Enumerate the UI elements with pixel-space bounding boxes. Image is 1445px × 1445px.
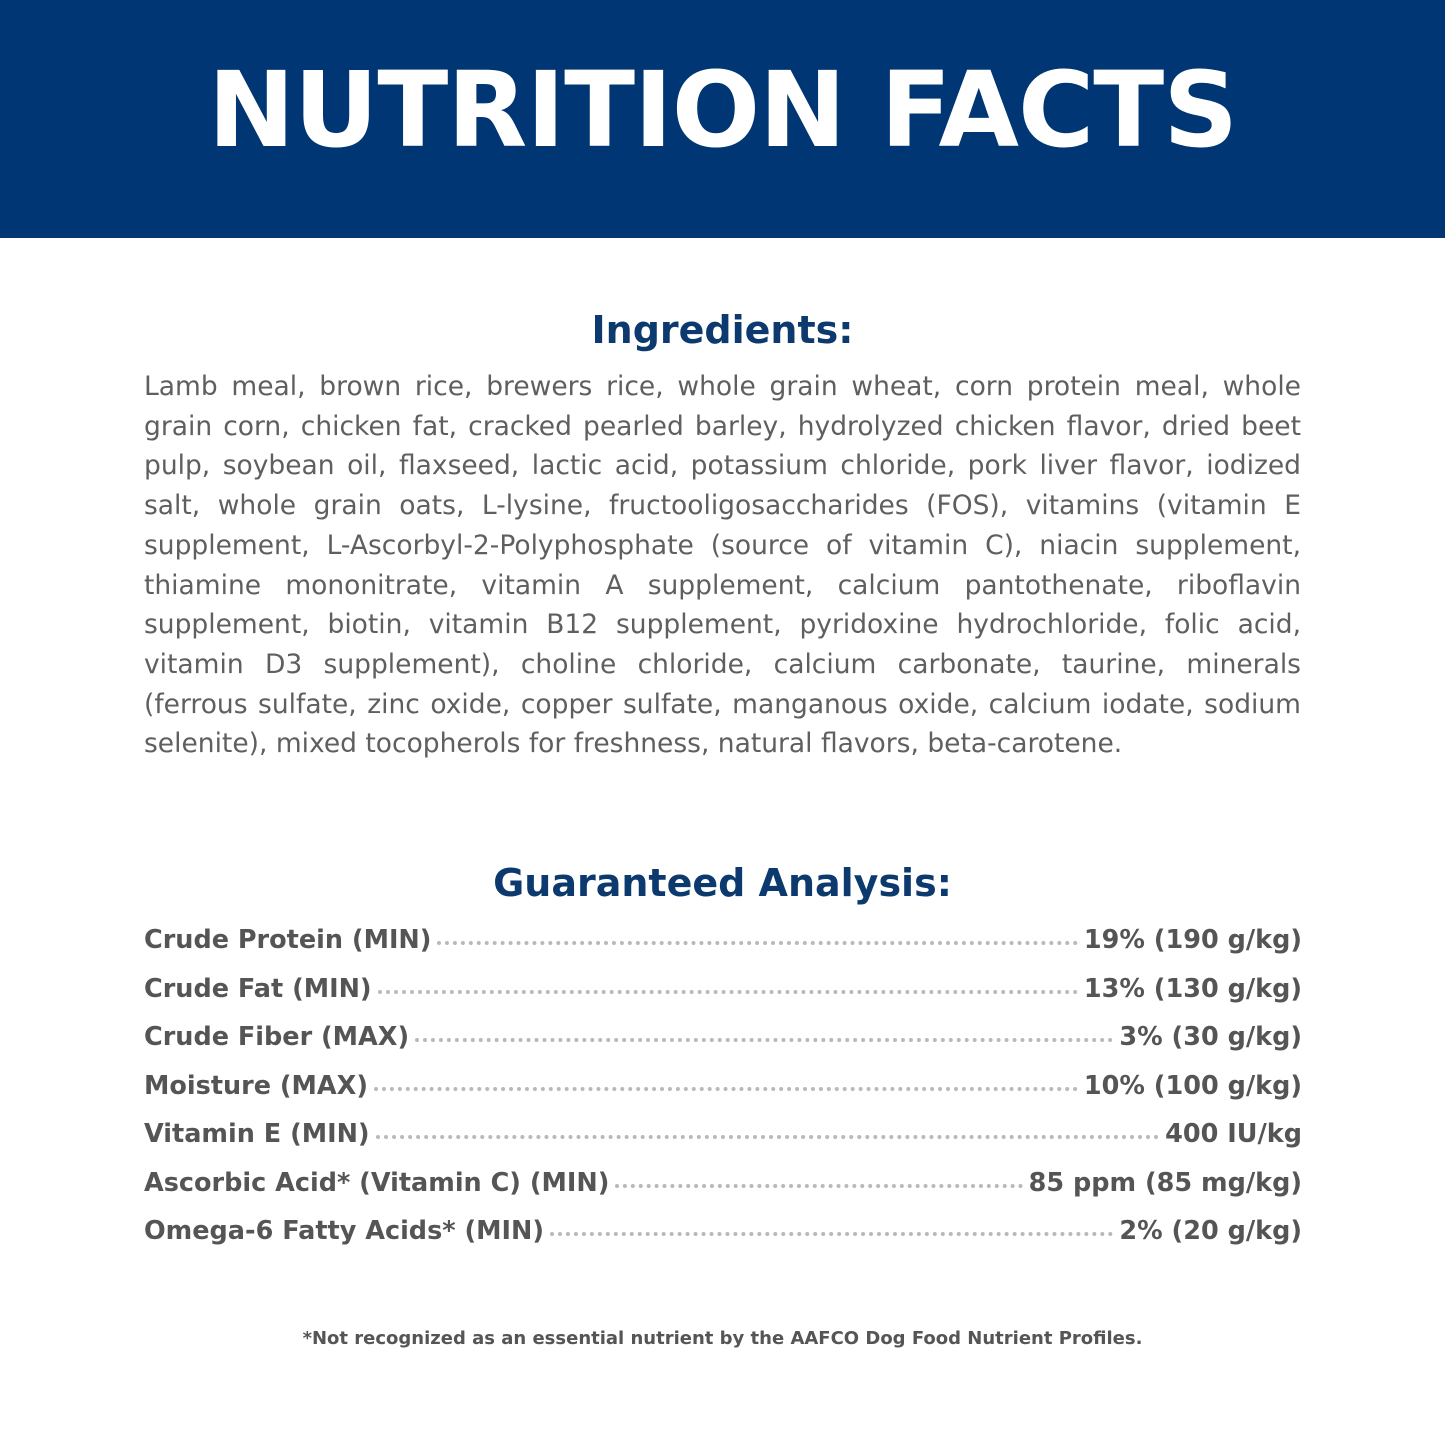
analysis-row-crude-protein — [144, 925, 1302, 974]
dot-leader — [378, 990, 1078, 994]
analysis-row-ascorbic-acid — [144, 1168, 1302, 1217]
dot-leader — [615, 1184, 1022, 1188]
dot-leader — [437, 941, 1077, 945]
analysis-label: Moisture (MAX) — [144, 1070, 368, 1101]
analysis-value: 19% (190 g/kg) — [1083, 925, 1302, 955]
analysis-row-crude-fiber — [144, 1022, 1302, 1071]
analysis-label: Omega-6 Fatty Acids* (MIN) — [144, 1216, 544, 1246]
analysis-value: 3% (30 g/kg) — [1119, 1022, 1302, 1052]
analysis-label: Crude Protein (MIN) — [144, 925, 432, 955]
dot-leader — [376, 1135, 1160, 1139]
analysis-label: Crude Fiber (MAX) — [144, 1022, 410, 1052]
analysis-row-moisture — [144, 1071, 1302, 1120]
analysis-value: 2% (20 g/kg) — [1119, 1216, 1302, 1246]
dot-leader — [374, 1087, 1078, 1091]
footnote: *Not recognized as an essential nutrient by the AAFCO Dog Food Nutrient Profiles. — [302, 1328, 1143, 1349]
ingredients-heading: Ingredients: — [591, 308, 854, 352]
page-title: NUTRITION FACTS — [207, 49, 1238, 171]
analysis-value: 13% (130 g/kg) — [1083, 973, 1302, 1004]
analysis-label: Crude Fat (MIN) — [144, 973, 372, 1004]
dot-leader — [415, 1038, 1113, 1042]
analysis-value: 10% (100 g/kg) — [1083, 1070, 1302, 1101]
analysis-label: Ascorbic Acid* (Vitamin C) (MIN) — [144, 1167, 610, 1198]
guaranteed-analysis-heading: Guaranteed Analysis: — [493, 861, 952, 905]
analysis-label: Vitamin E (MIN) — [144, 1119, 370, 1149]
analysis-row-vitamin-e — [144, 1119, 1302, 1168]
guaranteed-analysis-table — [144, 925, 1302, 1265]
analysis-value: 400 IU/kg — [1165, 1119, 1302, 1149]
ingredients-text: Lamb meal, brown rice, brewers rice, whole grain wheat, corn protein meal, whole grain corn, chicken fat, cracked pearled barley, hydrolyzed chicken flavor, dried beet pulp, soybean oil, flaxseed, lactic acid, potassium chloride, pork liver flavor, iodized salt, whole grain oats, L-lysine, fructooligosaccharides (FOS), vitamins (vitamin E supplement, L-Ascorbyl-2-Polyphosphate (source of vitamin C), niacin supplement, thiamine mononitrate, vitamin A supplement, calcium pantothenate, riboflavin supplement, biotin, vitamin B12 supplement, pyridoxine hydrochloride, folic acid, vitamin D3 supplement), choline chloride, calcium carbonate, taurine, minerals (ferrous sulfate, zinc oxide, copper sulfate, manganous oxide, calcium iodate, sodium selenite), mixed tocopherols for freshness, natural flavors, beta-carotene. — [144, 371, 1301, 760]
dot-leader — [550, 1232, 1113, 1236]
analysis-row-omega-6 — [144, 1216, 1302, 1265]
header-banner — [0, 0, 1445, 238]
analysis-row-crude-fat — [144, 974, 1302, 1023]
analysis-value: 85 ppm (85 mg/kg) — [1028, 1167, 1302, 1198]
